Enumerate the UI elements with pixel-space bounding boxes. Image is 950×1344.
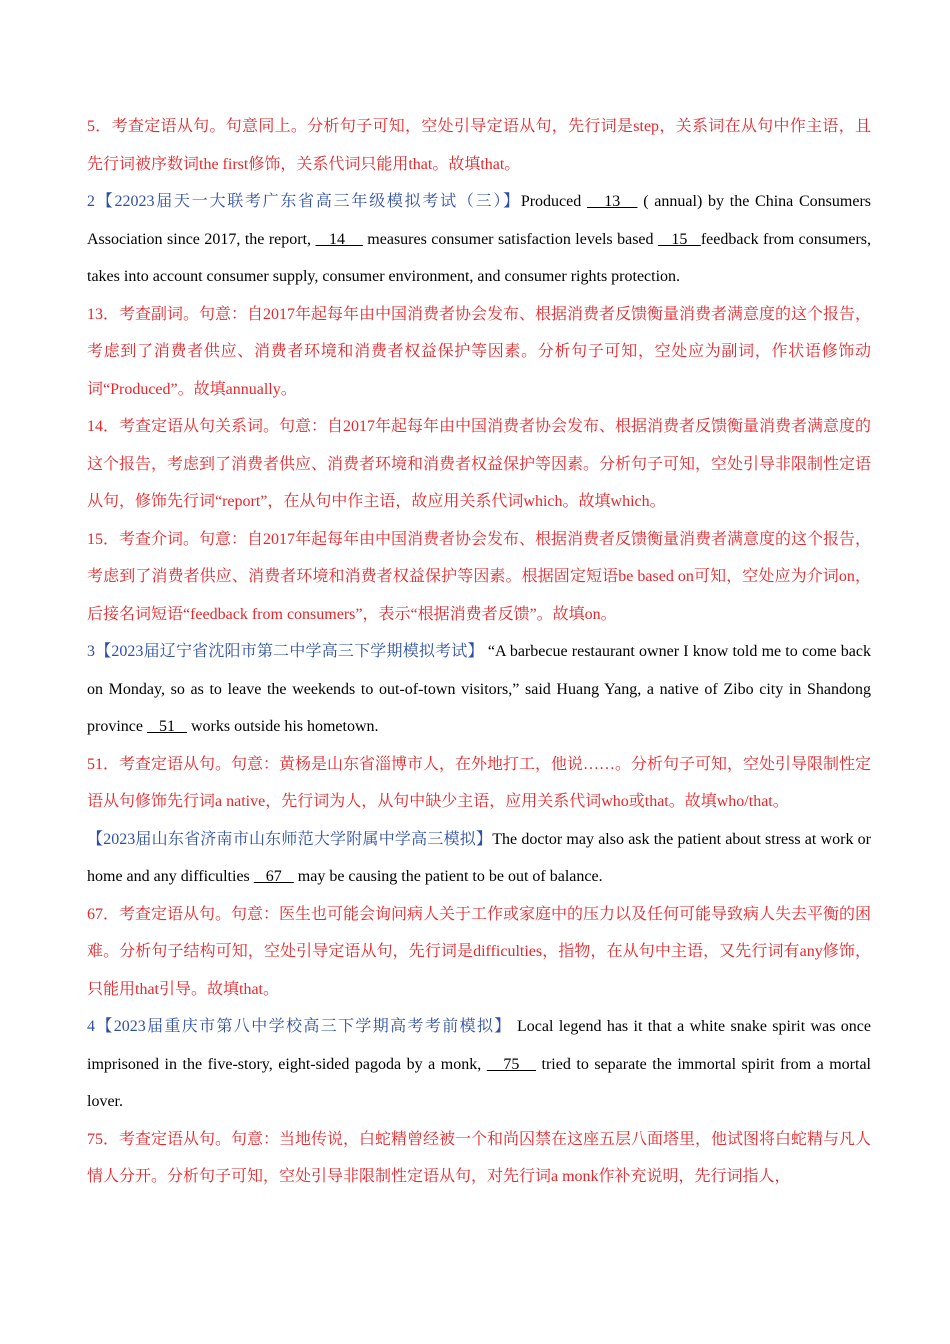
question-3 xyxy=(87,633,871,746)
document-page xyxy=(87,108,871,1196)
blank-15: 15 xyxy=(658,230,701,248)
question-text: Local legend has it that a white snake spirit was once imprisoned in the five-story, eight-sided pagoda by a monk, xyxy=(87,1018,871,1073)
answer-51: 51．考查定语从句。句意：黄杨是山东省淄博市人，在外地打工，他说……。分析句子可知，空处引导限制性定语从句修饰先行词a native，先行词为人，从句中缺少主语，应用关系代词who或that。故填who/that。 xyxy=(87,755,872,810)
question-text: The doctor may also ask the patient about stress at work or home and any difficulties xyxy=(87,830,871,885)
question-source: 【2023届辽宁省沈阳市第二中学高三下学期模拟考试】 xyxy=(95,643,484,660)
question-2 xyxy=(87,183,871,296)
answer-75: 75．考查定语从句。句意：当地传说，白蛇精曾经被一个和尚囚禁在这座五层八面塔里，他试图将白蛇精与凡人情人分开。分析句子可知，空处引导非限制性定语从句，对先行词a monk作补充说明，先行词指人， xyxy=(87,1130,872,1185)
answer-13: 13．考查副词。句意：自2017年起每年由中国消费者协会发布、根据消费者反馈衡量消费者满意度的这个报告，考虑到了消费者供应、消费者环境和消费者权益保护等因素。分析句子可知，空处应为副词，作状语修饰动词“Produced”。故填annually。 xyxy=(87,305,872,398)
answer-14: 14．考查定语从句关系词。句意：自2017年起每年由中国消费者协会发布、根据消费者反馈衡量消费者满意度的这个报告，考虑到了消费者供应、消费者环境和消费者权益保护等因素。分析句子可知，空处引导非限制性定语从句，修饰先行词“report”，在从句中作主语，故应用关系代词which。故填which。 xyxy=(87,418,872,510)
question-number: 4 xyxy=(87,1018,95,1035)
blank-13: 13 xyxy=(587,193,638,210)
question-4 xyxy=(87,1008,871,1121)
question-text: Produced xyxy=(520,193,588,210)
question-source: 【2023届山东省济南市山东师范大学附属中学高三模拟】 xyxy=(87,830,493,848)
question-text: works outside his hometown. xyxy=(186,718,379,735)
answer-15: 15．考查介词。句意：自2017年起每年由中国消费者协会发布、根据消费者反馈衡量消费者满意度的这个报告，考虑到了消费者供应、消费者环境和消费者权益保护等因素。根据固定短语be based on可知，空处应为介词on，后接名词短语“feedback from consumers”，表示“根据消费者反馈”。故填on。 xyxy=(87,530,872,623)
blank-75: 75 xyxy=(486,1055,536,1073)
question-text: “A barbecue restaurant owner I know told me to come back on Monday, so as to leave the weekends to out-of-town visitors,” said Huang Yang, a native of Zibo city in Shandong province xyxy=(87,643,871,735)
question-source: 【22023届天一大联考广东省高三年级模拟考试（三）】 xyxy=(95,193,521,210)
question-text: ( annual) by the China Consumers Association since 2017, the report, xyxy=(87,193,872,248)
question-source: 【2023届重庆市第八中学校高三下学期高考考前模拟】 xyxy=(95,1018,512,1035)
question-text: tried to separate the immortal spirit from a mortal lover. xyxy=(87,1055,872,1110)
question-number: 3 xyxy=(87,643,95,660)
answer-5: 5．考查定语从句。句意同上。分析句子可知，空处引导定语从句，先行词是step，关系词在从句中作主语，且先行词被序数词the first修饰，关系代词只能用that。故填that。 xyxy=(87,118,871,173)
blank-67: 67 xyxy=(253,868,294,885)
blank-51: 51 xyxy=(146,718,187,735)
answer-67: 67．考查定语从句。句意：医生也可能会询问病人关于工作或家庭中的压力以及任何可能导致病人失去平衡的困难。分析句子结构可知，空处引导定语从句，先行词是difficulties，指物，在从句中主语，又先行词有any修饰，只能用that引导。故填that。 xyxy=(87,905,872,998)
question-number: 2 xyxy=(87,193,95,210)
question-text: feedback from consumers, takes into account consumer supply, consumer environment, and consumer rights protection. xyxy=(87,230,872,285)
question-67 xyxy=(87,821,871,896)
question-text: measures consumer satisfaction levels based xyxy=(362,230,658,248)
blank-14: 14 xyxy=(315,230,363,248)
question-text: may be causing the patient to be out of balance. xyxy=(293,868,603,885)
